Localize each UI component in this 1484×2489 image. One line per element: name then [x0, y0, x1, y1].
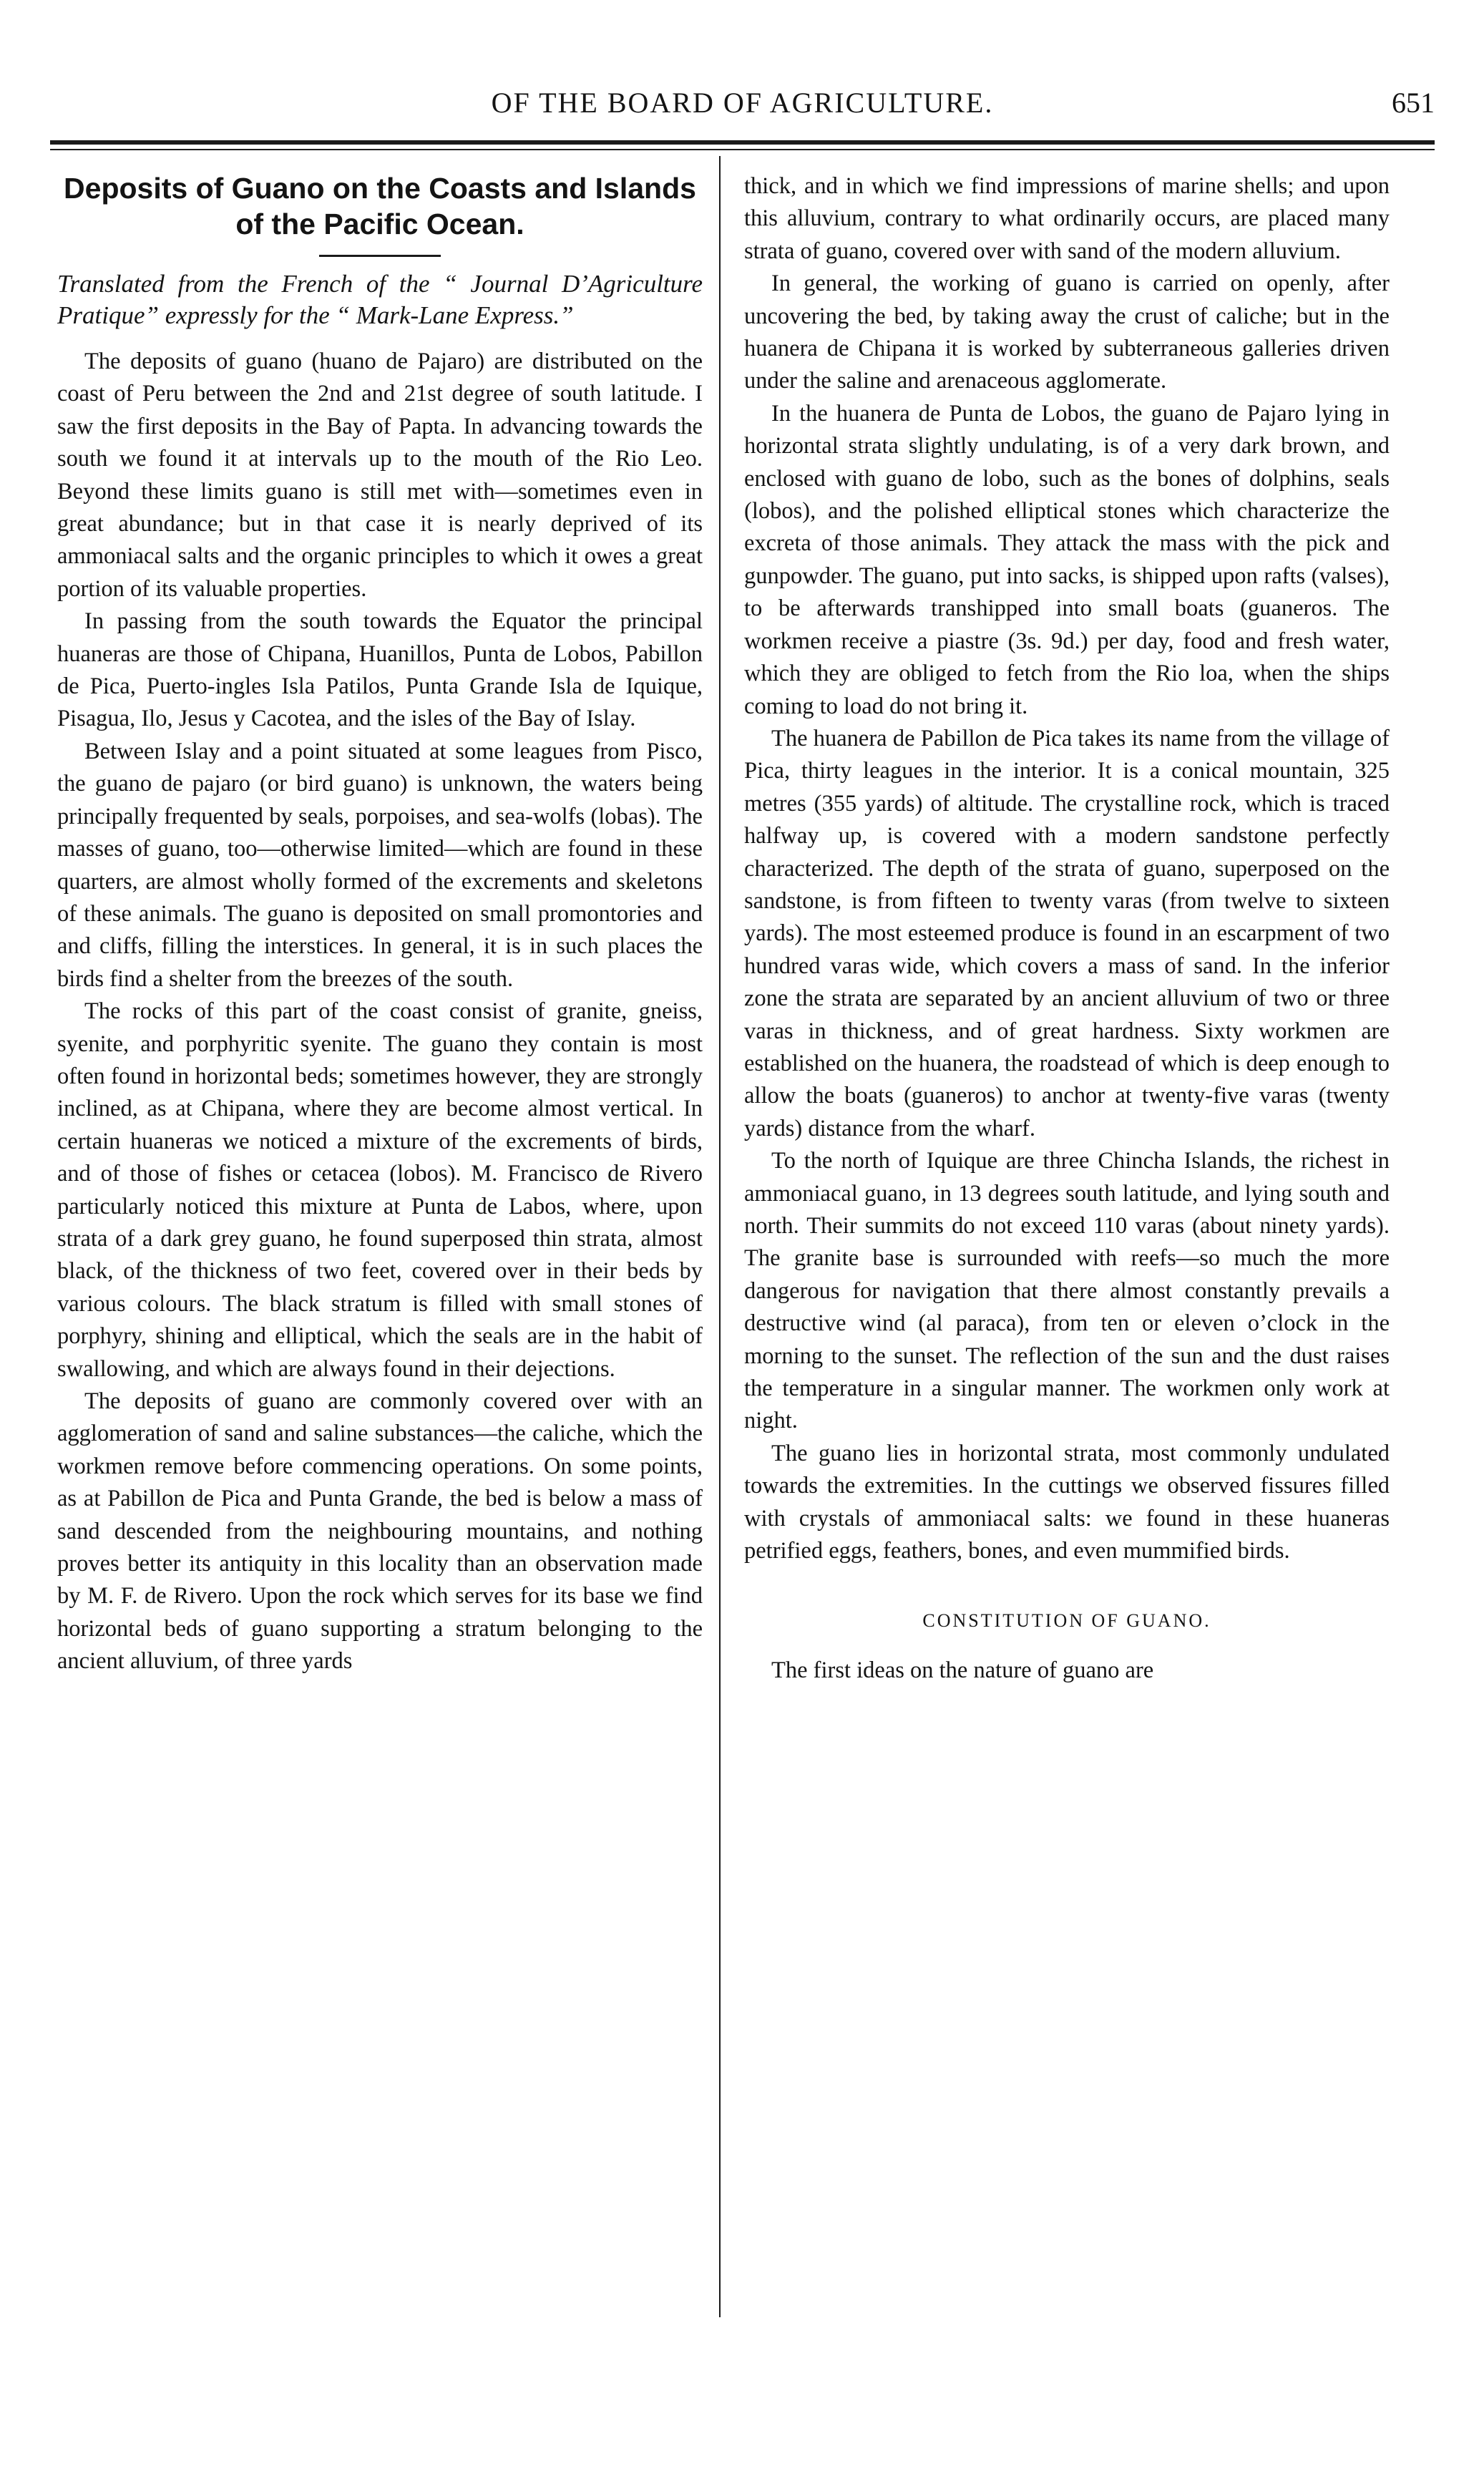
header-rule-thick [50, 140, 1435, 145]
column-divider [719, 156, 721, 2317]
paragraph: In general, the working of guano is carried on openly, after uncovering the bed, by taking away the crust of caliche; but in the huanera de Chipana it is worked by subterraneous galleries driven under the saline and arenaceous agglomerate. [744, 271, 1390, 394]
running-head [50, 86, 1435, 129]
article-byline: Translated from the French of the “ Journal D’Agriculture Pratique” expressly for the “ Mark-Lane Express.” [57, 270, 703, 329]
paragraph: The guano lies in horizontal strata, most commonly undulated towards the extremities. In the cuttings we observed fissures filled with crystals of ammoniacal salts: we found in these huaneras petrified eggs, feathers, bones, and even mummified birds. [744, 1440, 1390, 1564]
paragraph-continued: thick, and in which we find impressions of marine shells; and upon this alluvium, contrary to what ordinarily occurs, are placed many strata of guano, covered over with sand of the modern alluvium. [744, 173, 1390, 264]
header-rule-thin [50, 149, 1435, 150]
paragraph: To the north of Iquique are three Chincha Islands, the richest in ammoniacal guano, in 13 degrees south latitude, and lying south and north. Their summits do not exceed 110 varas (about ninety yards). The granite base is surrounded with reefs—so much the more dangerous for navigation that there almost constantly prevails a destructive wind (al paraca), from ten or eleven o’clock in the morning to the sunset. The reflection of the sun and the dust raises the temperature in a singular manner. The workmen only work at night. [744, 1148, 1390, 1434]
paragraph: The rocks of this part of the coast consist of granite, gneiss, syenite, and porphyritic syenite. The guano they contain is most often found in horizontal beds; sometimes however, they are strongly inclined, as at Chipana, where they are become almost vertical. In certain huaneras we noticed a mixture of the excrements of birds, and of those of fishes or cetacea (lobos). M. Francisco de Rivero particularly noticed this mixture at Punta de Labos, where, upon strata of a dark grey guano, he found superposed thin strata, almost black, of the thickness of two feet, covered over in their beds by various colours. The black stratum is filled with small stones of porphyry, shining and elliptical, which the seals are in the habit of swallowing, and which are always found in their dejections. [57, 998, 703, 1382]
section-heading: CONSTITUTION OF GUANO. [922, 1610, 1211, 1632]
paragraph: The deposits of guano are commonly covered over with an agglomeration of sand and saline substances—the caliche, which the workmen remove before commencing operations. On some points, as at Pabillon de Pica and Punta Grande, the bed is below a mass of sand descended from the neighbouring mountains, and nothing proves better its antiquity in this locality than an observation made by M. F. de Rivero. Upon the rock which serves for its base we find horizontal beds of guano supporting a stratum belonging to the ancient alluvium, of three yards [57, 1388, 703, 1675]
paragraph: The first ideas on the nature of guano are [771, 1657, 1154, 1683]
paragraph: The huanera de Pabillon de Pica takes its name from the village of Pica, thirty leagues in the interior. It is a conical mountain, 325 metres (355 yards) of altitude. The crystalline rock, which is traced halfway up, is covered with a modern sandstone perfectly characterized. The depth of the strata of guano, superposed on the sandstone, is from fifteen to twenty varas (from twelve to sixteen yards). The most esteemed produce is found in an escarpment of two hundred varas wide, which covers a mass of sand. In the inferior zone the strata are separated by an ancient alluvium of two or three varas in thickness, and of great hardness. Sixty workmen are established on the huanera, the roadstead of which is deep enough to allow the boats (guaneros) to anchor at twenty-five varas (twenty yards) distance from the wharf. [744, 725, 1390, 1141]
paragraph: Between Islay and a point situated at some leagues from Pisco, the guano de pajaro (or bird guano) is unknown, the waters being principally frequented by seals, porpoises, and sea-wolfs (lobas). The masses of guano, too—otherwise limited—which are found in these quarters, are almost wholly formed of the excrements and skeletons of these animals. The guano is deposited on small promontories and and cliffs, filling the interstices. In general, it is in such places the birds find a shelter from the breezes of the south. [57, 738, 703, 992]
title-rule [319, 255, 441, 257]
paragraph: In the huanera de Punta de Lobos, the guano de Pajaro lying in horizontal strata slightly undulating, is of a very dark brown, and enclosed with guano de lobo, such as the bones of dolphins, seals (lobos), and the polished elliptical stones which characterize the excreta of those animals. They attack the mass with the pick and gunpowder. The guano, put into sacks, is shipped upon rafts (valses), to be afterwards transhipped into small boats (guaneros. The workmen receive a piastre (3s. 9d.) per day, food and fresh water, which they are obliged to fetch from the Rio loa, when the ships coming to load do not bring it. [744, 400, 1390, 719]
page-number: 651 [1392, 87, 1435, 119]
paragraph: The deposits of guano (huano de Pajaro) are distributed on the coast of Peru between the 2nd and 21st degree of south latitude. I saw the first deposits in the Bay of Papta. In advancing towards the south we found it at intervals up to the mouth of the Rio Leo. Beyond these limits guano is still met with—sometimes even in great abundance; but in that case it is nearly deprived of its ammoniacal salts and the organic principles to which it owes a great portion of its valuable properties. [57, 349, 703, 602]
right-column [744, 170, 1390, 2332]
left-column [57, 170, 703, 2332]
article-title: Deposits of Guano on the Coasts and Islands of the Pacific Ocean. [64, 172, 696, 240]
running-title: OF THE BOARD OF AGRICULTURE. [491, 87, 994, 119]
paragraph: In passing from the south towards the Equator the principal huaneras are those of Chipana, Huanillos, Punta de Lobos, Pabillon de Pica, Puerto-ingles Isla Patilos, Punta Grande Isla de Iquique, Pisagua, Ilo, Jesus y Cacotea, and the isles of the Bay of Islay. [57, 608, 703, 732]
